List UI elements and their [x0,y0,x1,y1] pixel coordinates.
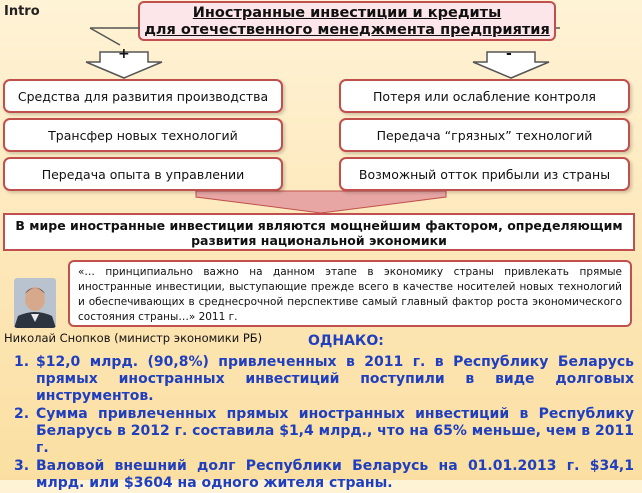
intro-tag: Intro [4,4,40,19]
plus-sign: + [118,46,130,62]
list-item-text: $12,0 млрд. (90,8%) привлеченных в 2011 г. в Республику Беларусь прямых иностранных инвестиций поступили в виде долговых инструментов. [36,354,634,404]
list-item [10,458,634,492]
however-label: ОДНАКО: [308,333,384,349]
author-photo [14,278,56,328]
list-item-text: Валовой внешний долг Республики Беларусь на 01.01.2013 г. $34,1 млрд. или $3604 на одного жителя страны. [36,458,634,491]
con-item-1: Потеря или ослабление контроля [339,79,630,113]
pro-item-2: Трансфер новых технологий [3,118,283,152]
big-down-arrow [196,191,446,213]
left-connector-diag [90,28,120,45]
pro-item-1: Средства для развития производства [3,79,283,113]
list-item-number: 2. [14,406,30,422]
pro-item-3: Передача опыта в управлении [3,157,283,191]
title-line-1: Иностранные инвестиции и кредиты [192,5,502,21]
con-item-2: Передача “грязных” технологий [339,118,630,152]
quote-author: Николай Снопков (министр экономики РБ) [4,331,263,345]
list-item-number: 1. [14,354,30,370]
minus-sign: - [506,46,512,62]
list-item [10,354,634,405]
title-line-2: для отечественного менеджмента предприятия [144,22,550,38]
conclusion-banner: В мире иностранные инвестиции являются мощнейшим фактором, определяющим развития национальной экономики [3,213,635,251]
minister-quote: «… принципиально важно на данном этапе в экономику страны привлекать прямые иностранные инвестиции, выступающие прежде всего в качестве носителей новых технологий и обеспечивающих в среднесрочной перспективе самый главный фактор роста экономического состояния страны…» 2011 г. [68,260,632,327]
con-item-3: Возможный отток прибыли из страны [339,157,630,191]
list-item-number: 3. [14,458,30,474]
however-list [10,354,634,493]
list-item-text: Сумма привлеченных прямых иностранных инвестиций в Республику Беларусь в 2012 г. составила $1,4 млрд., что на 65% меньше, чем в 2011 г. [36,406,634,456]
list-item [10,406,634,457]
